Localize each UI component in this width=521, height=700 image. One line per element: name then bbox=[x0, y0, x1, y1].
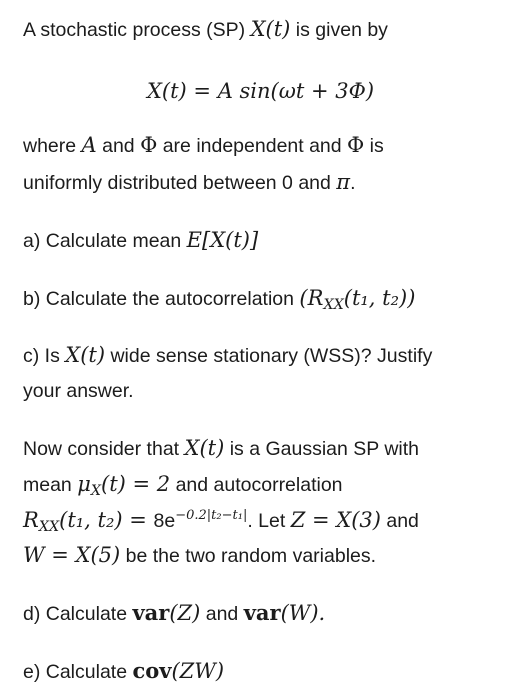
mu-subscript: X bbox=[90, 482, 102, 499]
mean-math bbox=[77, 472, 171, 499]
var-arg-w: (W). bbox=[280, 601, 326, 625]
autocorr-args: (t₁, t₂) = bbox=[59, 508, 154, 532]
symbol-phi: Φ bbox=[140, 133, 158, 157]
cov-arg: (ZW) bbox=[171, 659, 225, 683]
question-a-text: a) Calculate mean bbox=[23, 230, 187, 252]
symbol-A: A bbox=[81, 133, 97, 157]
gaussian-line-4 bbox=[23, 540, 376, 571]
question-c-math: X(t) bbox=[65, 343, 106, 367]
var-operator-2: var bbox=[243, 600, 281, 625]
text-uniform: uniformly distributed between 0 and bbox=[23, 172, 337, 194]
question-a-math: E[X(t)] bbox=[186, 228, 259, 252]
autocorr-exponent: −0.2|t₂−t₁| bbox=[175, 507, 248, 523]
question-c-tail: wide sense stationary (WSS)? Justify bbox=[105, 345, 433, 367]
question-c-line2-text: your answer. bbox=[23, 380, 134, 402]
gaussian-tail: is a Gaussian SP with bbox=[224, 438, 420, 460]
autocorr-coef: 8e bbox=[153, 510, 176, 532]
text-independent: are independent and bbox=[157, 135, 348, 157]
intro-text: A stochastic process (SP) bbox=[23, 19, 251, 41]
autocorr-open: (R bbox=[299, 286, 324, 310]
intro-line-3 bbox=[23, 167, 356, 198]
z-definition: Z = X(3) bbox=[290, 508, 381, 532]
gaussian-line-3 bbox=[23, 505, 419, 536]
question-a bbox=[23, 225, 258, 256]
question-d-and: and bbox=[200, 603, 244, 625]
text-and: and bbox=[96, 135, 141, 157]
mean-value: (t) = 2 bbox=[101, 472, 171, 496]
equation-text: X(t) = A sin(ωt + 3Φ) bbox=[146, 79, 375, 103]
cov-operator: cov bbox=[132, 658, 172, 683]
question-d bbox=[23, 598, 325, 629]
question-b-text: b) Calculate the autocorrelation bbox=[23, 288, 300, 310]
autocorr-text: and autocorrelation bbox=[170, 474, 343, 496]
symbol-pi: π bbox=[336, 170, 351, 194]
var-operator-1: var bbox=[132, 600, 170, 625]
intro-line-1 bbox=[23, 14, 388, 45]
autocorr-math bbox=[23, 508, 154, 535]
question-e bbox=[23, 656, 224, 687]
intro-line-2 bbox=[23, 130, 384, 161]
symbol-phi-2: Φ bbox=[347, 133, 365, 157]
R-subscript: XX bbox=[38, 518, 60, 535]
random-variables-text: be the two random variables. bbox=[120, 545, 377, 567]
var-arg-z: (Z) bbox=[169, 601, 201, 625]
symbol-R: R bbox=[23, 508, 39, 532]
question-b-math bbox=[299, 286, 416, 313]
intro-tail: is given by bbox=[290, 19, 388, 41]
w-definition: W = X(5) bbox=[23, 543, 121, 567]
text-is: is bbox=[364, 135, 384, 157]
question-e-text: e) Calculate bbox=[23, 661, 133, 683]
question-c-text: c) Is bbox=[23, 345, 66, 367]
process-symbol: X(t) bbox=[250, 17, 291, 41]
question-b bbox=[23, 283, 415, 314]
and-text: and bbox=[380, 510, 419, 532]
question-c-line-1 bbox=[23, 340, 432, 371]
text-where: where bbox=[23, 135, 82, 157]
gaussian-math: X(t) bbox=[184, 436, 225, 460]
text-period: . bbox=[350, 172, 356, 194]
symbol-mu: μ bbox=[77, 472, 91, 496]
question-c-line-2 bbox=[23, 376, 134, 406]
mean-text: mean bbox=[23, 474, 78, 496]
question-d-text: d) Calculate bbox=[23, 603, 133, 625]
process-equation bbox=[0, 76, 521, 107]
autocorr-close: (t₁, t₂)) bbox=[343, 286, 416, 310]
gaussian-text: Now consider that bbox=[23, 438, 185, 460]
gaussian-line-1 bbox=[23, 433, 419, 464]
autocorr-subscript: XX bbox=[323, 296, 344, 313]
gaussian-line-2 bbox=[23, 469, 343, 500]
let-text: . Let bbox=[247, 510, 291, 532]
